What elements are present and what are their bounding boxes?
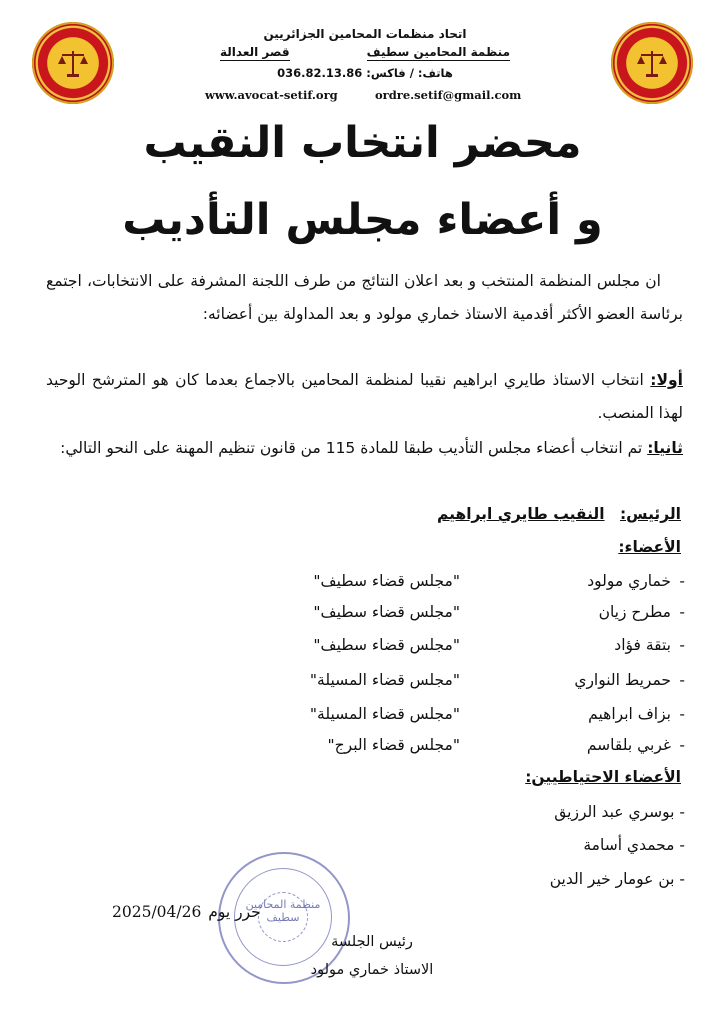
- header-email-link[interactable]: ordre.setif@gmail.com: [375, 88, 522, 102]
- header-union-name: اتحاد منظمات المحامين الجزائريين: [263, 27, 467, 41]
- member-court: "مجلس قضاء سطيف": [313, 636, 460, 654]
- signatory-name: الاستاذ خماري مولود: [310, 962, 434, 978]
- alternates-heading: الأعضاء الاحتياطيين:: [525, 768, 681, 786]
- member-name: بتقة فؤاد: [614, 636, 671, 654]
- second-resolution: [46, 432, 683, 465]
- bar-association-seal-right: [611, 22, 693, 104]
- first-resolution: [46, 364, 683, 430]
- header-org-line: [220, 45, 510, 61]
- bar-association-seal-left: [32, 22, 114, 104]
- document-title-line2: و أعضاء مجلس التأديب: [122, 195, 603, 245]
- header-phone: هاتف: / فاكس: 036.82.13.86: [277, 66, 453, 80]
- date-line: [112, 903, 261, 921]
- member-name: حمريط النواري: [574, 671, 671, 689]
- header-website-link[interactable]: www.avocat-setif.org: [205, 88, 338, 102]
- president-label: الرئيس:: [619, 505, 681, 523]
- date-label: حرر يوم: [208, 903, 261, 921]
- alternate-name: بن عومار خير الدين: [549, 870, 675, 888]
- member-court: "مجلس قضاء سطيف": [313, 603, 460, 621]
- alternate-row: - محمدي أسامة: [583, 836, 685, 854]
- member-court: "مجلس قضاء البرج": [327, 736, 460, 754]
- alternate-name: محمدي أسامة: [583, 836, 675, 854]
- scales-of-justice-icon: [56, 46, 90, 80]
- second-text: تم انتخاب أعضاء مجلس التأديب طبقا للمادة 115 من قانون تنظيم المهنة على النحو التالي:: [60, 439, 643, 457]
- first-text: انتخاب الاستاذ طايري ابراهيم نقيبا لمنظمة المحامين بالاجماع بعدما كان هو المترشح الوحيد لهذا المنصب.: [46, 371, 683, 422]
- alternate-row: - بن عومار خير الدين: [549, 870, 685, 888]
- intro-paragraph: [46, 265, 683, 331]
- member-name: خماري مولود: [587, 572, 671, 590]
- member-name: مطرح زيان: [598, 603, 671, 621]
- president-value: النقيب طايري ابراهيم: [437, 505, 605, 523]
- alternate-name: بوسري عبد الرزيق: [554, 803, 675, 821]
- member-name: بزاف ابراهيم: [588, 705, 671, 723]
- document-date: 2025/04/26: [112, 903, 202, 921]
- members-heading: الأعضاء:: [618, 538, 681, 556]
- signatory-title: رئيس الجلسة: [331, 934, 413, 950]
- member-court: "مجلس قضاء المسيلة": [309, 671, 460, 689]
- second-label: ثانيا:: [647, 439, 683, 457]
- header-org-name: منظمة المحامين سطيف: [366, 45, 510, 59]
- scales-of-justice-icon: [635, 46, 669, 80]
- member-name: غربي بلقاسم: [586, 736, 671, 754]
- document-page: اتحاد منظمات المحامين الجزائريين منظمة المحامين سطيف قصر العدالة هاتف: / فاكس: 036.82.13.86 www.avocat-setif.org ordre.setif@gmail.com محضر انتخاب النقيب و أعضاء مجلس التأديب ان مجلس المنظمة المنتخب و بعد اعلان النتائج من طرف اللجنة المشرفة على الانتخابات، اجتمع برئاسة العضو الأكثر أقدمية الاستاذ خماري مولود و بعد المداولة بين أعضائه: أولا: انتخاب الاستاذ طايري ابراهيم نقيبا لمنظمة المحامين بالاجماع بعدما كان هو المترشح الوحيد لهذا المنصب. ثانيا: تم انتخاب أعضاء مجلس التأديب طبقا للمادة 115 من قانون تنظيم المهنة على النحو التالي: الرئيس: النقيب طايري ابراهيم الأعضاء: - خماري مولود "مجلس قضاء سطيف" - مطرح زيان "مجلس قضاء سطيف" - بتقة فؤاد "مجلس قضاء سطيف" - حمريط النواري "مجلس قضاء المسيلة" - بزاف ابراهيم "مجلس قضاء المسيلة" - غربي بلقاسم "مجلس قضاء البرج" الأعضاء الاحتياطيين: - بوسري عبد الرزيق - محمدي أسامة - بن عومار خير الدين منظمة المحامين سطيف 2025/04/26 حرر يوم رئيس الجلسة الاستاذ خماري مولود: [0, 0, 725, 1024]
- member-court: "مجلس قضاء المسيلة": [309, 705, 460, 723]
- header-address: قصر العدالة: [220, 45, 290, 59]
- document-title-line1: محضر انتخاب النقيب: [143, 118, 582, 168]
- intro-text: ان مجلس المنظمة المنتخب و بعد اعلان النتائج من طرف اللجنة المشرفة على الانتخابات، اجتمع برئاسة العضو الأكثر أقدمية الاستاذ خماري مولود و بعد المداولة بين أعضائه:: [46, 272, 683, 323]
- stamp-text: منظمة المحامين سطيف: [245, 898, 321, 924]
- first-label: أولا:: [650, 371, 683, 389]
- member-court: "مجلس قضاء سطيف": [313, 572, 460, 590]
- president-line: [437, 505, 681, 523]
- alternate-row: - بوسري عبد الرزيق: [554, 803, 685, 821]
